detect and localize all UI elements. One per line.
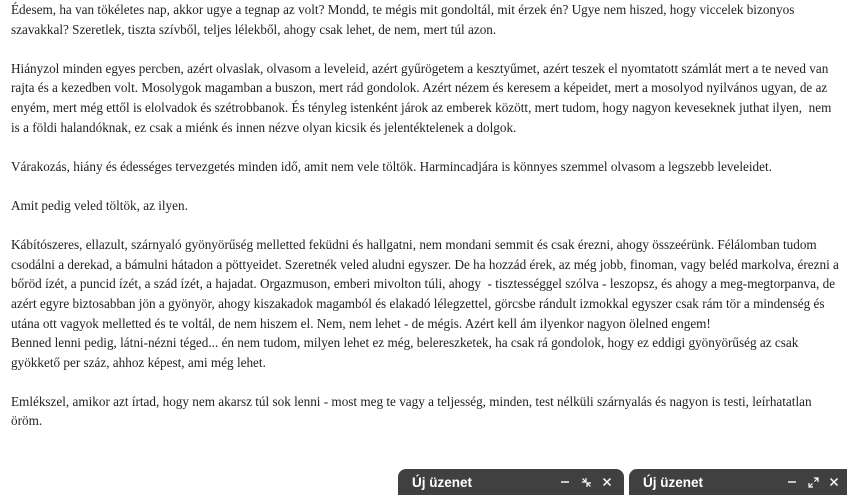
email-paragraph: Kábítószeres, ellazult, szárnyaló gyönyörűség melletted feküdni és hallgatni, nem mondani semmit és csak érezni, ahogy összeérünk. Félálomban tudom csodálni a derekad, a bámulni hátadon a pöttyeidet. Szeretnék veled aludni egyszer. De ha hozzád érek, az még jobb, finoman, vagy beléd markolva, érezni a bőröd ízét, a puncid ízét, a szád ízét, a hajadat. Orgazmuson, emberi mivolton túli, ahogy - tisztességgel szólva - leszopsz, és ahogy a meg-megtorpanva, de azért egyre biztosabban jön a gyönyör, ahogy kiszakadok magamból és elakadó lélegzettel, görcsbe rándult izmokkal egyszer csak rám tör a mindenség és utána ott vagyok melletted és te voltál, de nem hiszem el. Nem, nem lehet - de mégis. Azért kell ám ilyenkor nagyon ölelned engem! <box>11 237 843 331</box>
email-paragraph: Várakozás, hiány és édességes tervezgetés minden idő, amit nem vele töltök. Harmincadjára is könnyes szemmel olvasom a legszebb leveleidet. <box>11 158 772 174</box>
minimize-icon[interactable] <box>556 473 574 491</box>
compose-title[interactable]: Új üzenet <box>643 474 704 490</box>
email-paragraph: Amit pedig veled töltök, az ilyen. <box>11 197 188 213</box>
email-paragraph: Benned lenni pedig, látni-nézni téged... én nem tudom, milyen lehet ez még, belereszketek, ha csak rá gondolok, hogy ez eddigi gyönyörűség az csak gyökkető per száz, ahhoz képest, ami még lehet. <box>11 335 802 370</box>
fullscreen-icon[interactable] <box>804 473 822 491</box>
email-paragraph: Emlékszel, amikor azt írtad, hogy nem akarsz túl sok lenni - most meg te vagy a teljesség, minden, test nélküli szárnyalás és nagyon is testi, leírhatatlan öröm. <box>11 393 815 429</box>
close-icon[interactable] <box>598 473 616 491</box>
minimize-icon[interactable] <box>783 473 801 491</box>
email-body <box>11 0 843 451</box>
compose-window-header-1[interactable] <box>398 469 624 495</box>
exit-fullscreen-icon[interactable] <box>577 473 595 491</box>
email-paragraph: Édesem, ha van tökéletes nap, akkor ugye a tegnap az volt? Mondd, te mégis mit gondoltál, mit érzek én? Ugye nem hiszed, hogy viccelek bizonyos szavakkal? Szeretlek, tiszta szívből, teljes lélekből, ahogy csak lehet, de nem, mert túl azon. <box>11 2 798 37</box>
email-paragraph: Hiányzol minden egyes percben, azért olvaslak, olvasom a leveleid, azért gyűrögetem a kesztyűmet, azért teszek el nyomtatott számlát mert a te neved van rajta és a kezedben volt. Mosolygok magamban a buszon, mert rád gondolok. Azért nézem és keresem a képeidet, mert a mosolyod nyilvános ugyan, de az enyém, mert még ettől is elolvadok és szétrobbanok. És tényleg istenként járok az emberek között, mert tudom, hogy nagyon keveseknek juthat ilyen, nem is a földi halandóknak, ez csak a miénk és innen nézve olyan kicsik és jelentéktelenek a dolgok. <box>11 60 835 135</box>
close-icon[interactable] <box>825 473 843 491</box>
compose-window-header-2[interactable] <box>629 469 847 495</box>
compose-title[interactable]: Új üzenet <box>412 474 473 490</box>
